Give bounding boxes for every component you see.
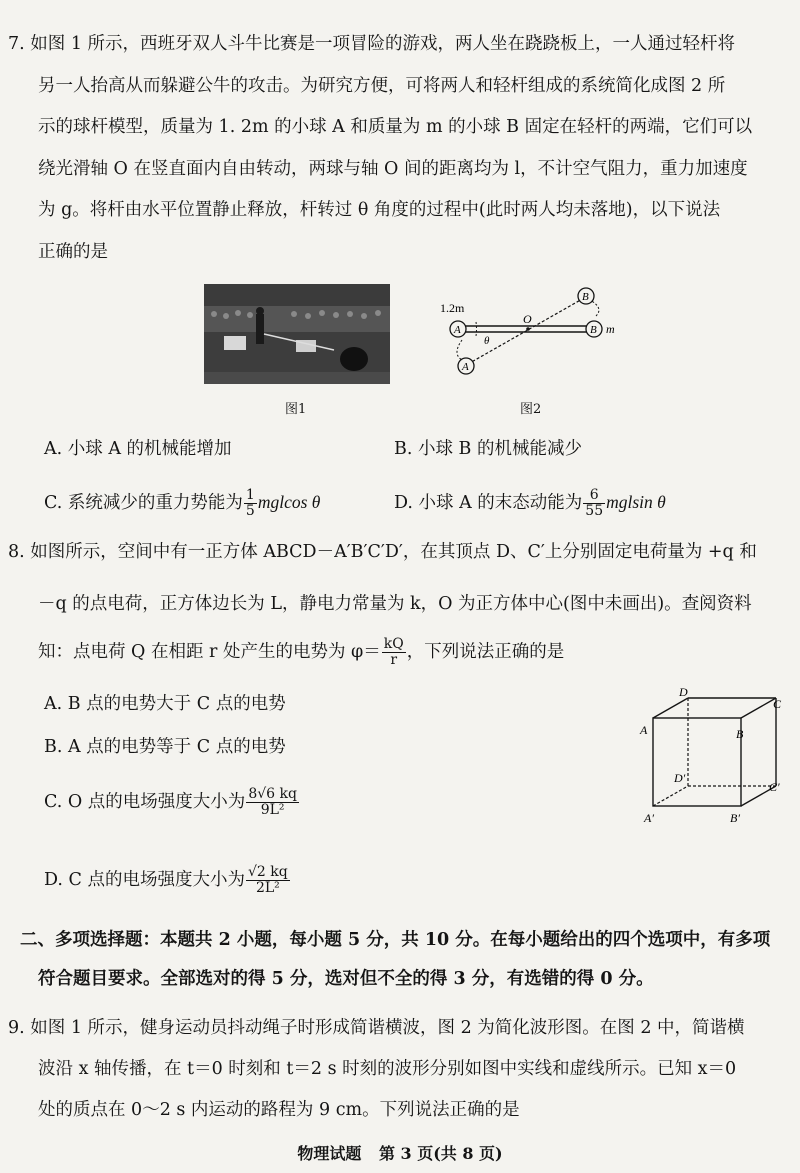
cube-label-d: D	[679, 686, 688, 699]
cube-label-b: B	[736, 727, 744, 741]
label-theta: θ	[484, 335, 490, 347]
q8-line-2: －q 的点电荷，正方体边长为 L，静电力常量为 k，O 为正方体中心(图中未画出)。查阅资料	[38, 594, 752, 614]
q8-option-a: A. B 点的电势大于 C 点的电势	[44, 694, 286, 714]
q7-option-c: C. 系统减少的重力势能为 $\frac{1}{5}$ mglcos θ	[44, 487, 321, 519]
bullfight-photo	[204, 284, 390, 384]
q7-line-2: 另一人抬高从而躲避公牛的攻击。为研究方便，可将两人和轻杆组成的系统简化成图 2 所	[38, 76, 726, 96]
label-ball-a: A	[454, 324, 461, 336]
q8-option-c: C. O 点的电场强度大小为 $\frac{8√6 kq}{\text{9L²}}$	[44, 786, 297, 818]
footer-subject: 物理试题	[297, 1144, 362, 1163]
q9-line-1: 9. 如图 1 所示，健身运动员抖动绳子时形成简谐横波，图 2 为简化波形图。在图 2 中，简谐横	[8, 1018, 745, 1038]
q8-option-b: B. A 点的电势等于 C 点的电势	[44, 737, 286, 757]
q8-option-d: D. C 点的电场强度大小为 $\frac{√2 kq}{\text{2L²}}$	[44, 864, 288, 896]
cube-label-a-prime: A′	[644, 811, 654, 825]
q9-line-3: 处的质点在 0～2 s 内运动的路程为 9 cm。下列说法正确的是	[38, 1100, 520, 1120]
cube-label-b-prime: B′	[730, 811, 740, 825]
section-2-instructions: 符合题目要求。全部选对的得 5 分，选对但不全的得 3 分，有选错的得 0 分。	[38, 969, 654, 989]
q8-line-3: 知：点电荷 Q 在相距 r 处产生的电势为 φ＝ $\frac{kQ}{r}$ ，下列说法正确的是	[38, 636, 565, 668]
q7-line-4: 绕光滑轴 O 在竖直面内自由转动，两球与轴 O 间的距离均为 l，不计空气阻力，重力加速度	[38, 159, 748, 179]
q7-line-5: 为 g。将杆由水平位置静止释放，杆转过 θ 角度的过程中(此时两人均未落地)，以下说法	[38, 200, 721, 220]
q9-line-2: 波沿 x 轴传播，在 t＝0 时刻和 t＝2 s 时刻的波形分别如图中实线和虚线所示。已知 x＝0	[38, 1059, 737, 1079]
q7-line-3: 示的球杆模型，质量为 1. 2m 的小球 A 和质量为 m 的小球 B 固定在轻杆的两端，它们可以	[38, 117, 753, 137]
figure-1-caption: 图1	[285, 402, 307, 417]
figure-2-caption: 图2	[520, 402, 542, 417]
label-axis-o: O	[523, 312, 532, 326]
footer-page-number: 第 3 页(共 8 页)	[378, 1144, 503, 1163]
cube-diagram	[636, 686, 786, 828]
cube-label-c: C	[773, 697, 782, 711]
label-mass-a: 1.2m	[440, 301, 465, 315]
page-footer	[0, 1141, 800, 1164]
label-ball-b-rotated: B	[582, 291, 589, 303]
q7-line-6: 正确的是	[38, 242, 108, 262]
label-mass-b: m	[606, 322, 615, 336]
q8-line-1: 8. 如图所示，空间中有一正方体 ABCD－A′B′C′D′，在其顶点 D、C′上分别固定电荷量为 +q 和	[8, 542, 757, 562]
cube-label-a: A	[640, 723, 648, 737]
section-2-heading: 二、多项选择题：本题共 2 小题，每小题 5 分，共 10 分。在每小题给出的四个选项中，有多项	[20, 930, 771, 950]
label-ball-a-rotated: A	[462, 361, 469, 373]
ball-rod-diagram	[438, 284, 628, 384]
label-ball-b: B	[590, 324, 597, 336]
q7-option-a: A. 小球 A 的机械能增加	[44, 439, 232, 459]
q7-option-b: B. 小球 B 的机械能减少	[394, 439, 582, 459]
q7-line-1: 7. 如图 1 所示，西班牙双人斗牛比赛是一项冒险的游戏，两人坐在跷跷板上，一人通过轻杆将	[8, 34, 736, 54]
cube-label-c-prime: C′	[769, 780, 780, 794]
q7-option-d: D. 小球 A 的末态动能为 $\frac{6}{55}$ mglsin θ	[394, 487, 666, 519]
cube-label-d-prime: D′	[674, 771, 686, 785]
